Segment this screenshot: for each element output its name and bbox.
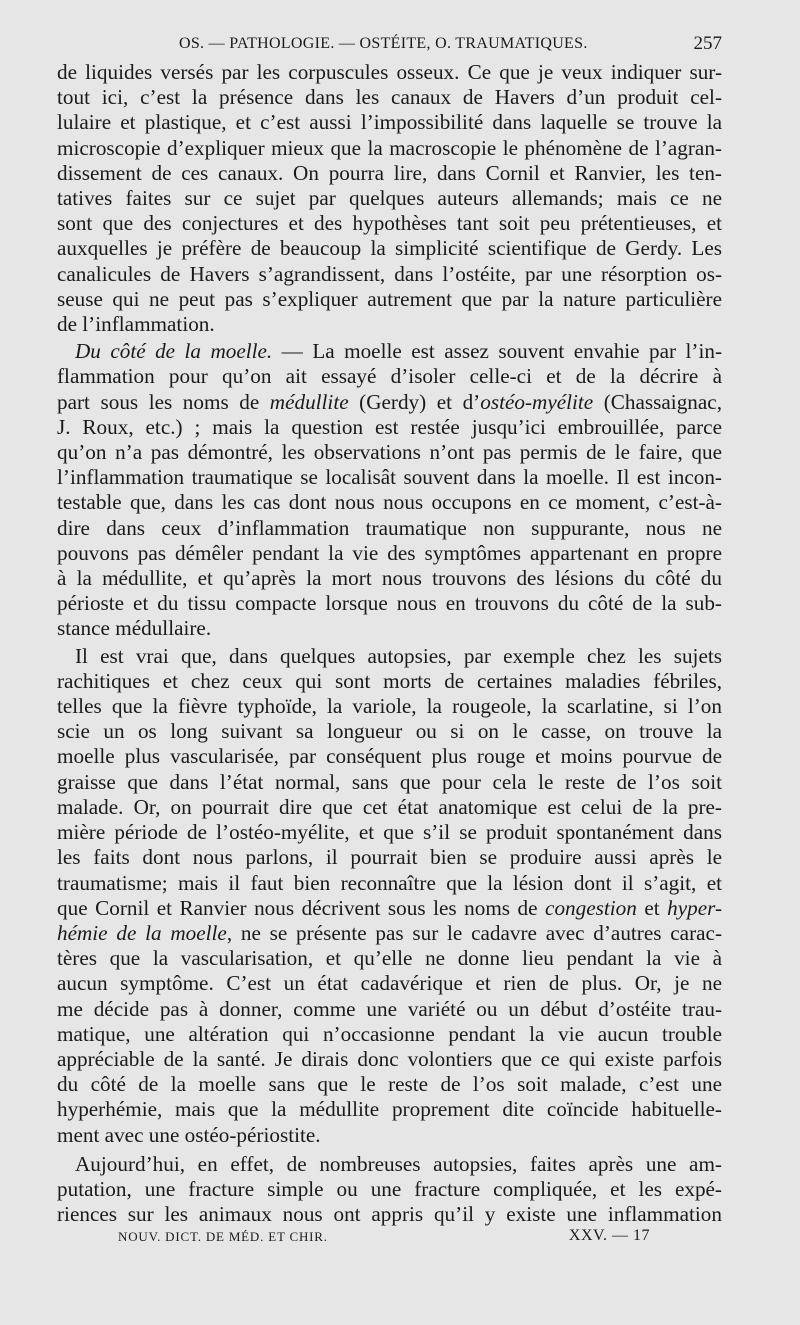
- text-line: auxquelles je préfère de beaucoup la simplicité scientifique de Gerdy. Les: [57, 236, 722, 261]
- text-line: ment avec une ostéo-périostite.: [57, 1122, 321, 1147]
- text-line: graisse que dans l’état normal, sans que pour cela le reste de l’os soit: [57, 769, 722, 794]
- text-line: lulaire et plastique, et c’est aussi l’impossibilité dans laquelle se trouve la: [57, 110, 722, 135]
- paragraph-1: [57, 60, 722, 337]
- paragraph-3: [57, 644, 722, 1148]
- text-line: Du côté de la moelle. — La moelle est assez souvent envahie par l’in-: [75, 339, 723, 364]
- text-line: stance médullaire.: [57, 616, 212, 641]
- text-line: aucun symptôme. C’est un état cadavérique et rien de plus. Or, je ne: [57, 971, 722, 996]
- text-line: dissement de ces canaux. On pourra lire, dans Cornil et Ranvier, les ten-: [57, 160, 722, 185]
- text-line: J. Roux, etc.) ; mais la question est restée jusqu’ici embrouillée, parce: [57, 414, 722, 439]
- text-line: traumatisme; mais il faut bien reconnaître que la lésion dont il s’agit, et: [57, 870, 722, 895]
- text-line: dire dans ceux d’inflammation traumatique non suppurante, nous ne: [57, 515, 722, 540]
- text-line: tatives faites sur ce sujet par quelques auteurs allemands; mais ce ne: [57, 186, 722, 211]
- text-line: de liquides versés par les corpuscules osseux. Ce que je veux indiquer sur-: [57, 60, 722, 84]
- text-line: canalicules de Havers s’agrandissent, dans l’ostéite, par une résorption os-: [57, 261, 722, 286]
- text-line: tères que la vascularisation, et qu’elle ne donne lieu pendant la vie à: [57, 946, 722, 971]
- text-line: l’inflammation traumatique se localisât souvent dans la moelle. Il est incon-: [57, 465, 722, 490]
- text-line: microscopie d’expliquer mieux que la macroscopie le phénomène de l’agran-: [57, 135, 722, 160]
- text-line: de l’inflammation.: [57, 312, 215, 337]
- text-line: les faits dont nous parlons, il pourrait bien se produire aussi après le: [57, 845, 722, 870]
- text-line: mière période de l’ostéo-myélite, et que s’il se produit spontanément dans: [57, 820, 722, 845]
- text-line: appréciable de la santé. Je dirais donc volontiers que ce qui existe parfois: [57, 1046, 722, 1071]
- text-line: part sous les noms de médullite (Gerdy) et d’ostéo-myélite (Chassaignac,: [57, 389, 722, 414]
- footer-publication: NOUV. DICT. DE MÉD. ET CHIR.: [118, 1229, 328, 1244]
- text-line: pouvons pas démêler pendant la vie des symptômes appartenant en propre: [57, 540, 722, 565]
- text-line: périoste et du tissu compacte lorsque nous en trouvons du côté de la sub-: [57, 591, 722, 616]
- text-line: Il est vrai que, dans quelques autopsies, par exemple chez les sujets: [75, 643, 722, 668]
- text-line: Aujourd’hui, en effet, de nombreuses autopsies, faites après une am-: [75, 1151, 722, 1176]
- text-line: tout ici, c’est la présence dans les canaux de Havers d’un produit cel-: [57, 85, 722, 110]
- text-line: malade. Or, on pourrait dire que cet état anatomique est celui de la pre-: [57, 794, 722, 819]
- text-line: matique, une altération qui n’occasionne pendant la vie aucun trouble: [57, 1021, 722, 1046]
- page-number: 257: [693, 33, 722, 54]
- text-line: qu’on n’a pas démontré, les observations n’ont pas permis de le faire, que: [57, 440, 722, 465]
- text-line: putation, une fracture simple ou une fracture compliquée, et les expé-: [57, 1176, 722, 1201]
- paragraph-4: [57, 1152, 722, 1228]
- text-line: me décide pas à donner, comme une variété ou un début d’ostéite trau-: [57, 996, 722, 1021]
- text-line: rachitiques et chez ceux qui sont morts de certaines maladies fébriles,: [57, 668, 722, 693]
- text-line: riences sur les animaux nous ont appris qu’il y existe une inflammation: [57, 1202, 722, 1227]
- text-line: sont que des conjectures et des hypothèses tant soit peu prétentieuses, et: [57, 211, 722, 236]
- text-line: telles que la fièvre typhoïde, la variole, la rougeole, la scarlatine, si l’on: [57, 694, 722, 719]
- text-line: du côté de la moelle sans que le reste de l’os soit malade, c’est une: [57, 1072, 722, 1097]
- text-line: testable que, dans les cas dont nous nous occupons en ce moment, c’est-à-: [57, 490, 722, 515]
- text-line: moelle plus vascularisée, par conséquent plus rouge et moins pourvue de: [57, 744, 722, 769]
- text-line: flammation pour qu’on ait essayé d’isoler celle-ci et de la décrire à: [57, 364, 722, 389]
- running-header: [57, 31, 722, 57]
- text-line: hémie de la moelle, ne se présente pas sur le cadavre avec d’autres carac-: [57, 920, 723, 945]
- body-text: [57, 60, 722, 1227]
- header-title: OS. — PATHOLOGIE. — OSTÉITE, O. TRAUMATIQUES.: [179, 35, 588, 52]
- footer-signature: XXV. — 17: [568, 1227, 650, 1244]
- text-line: scie un os long suivant sa longueur ou si on le casse, on trouve la: [57, 719, 722, 744]
- text-line: à la médullite, et qu’après la mort nous trouvons des lésions du côté du: [57, 566, 722, 591]
- text-line: que Cornil et Ranvier nous décrivent sous les noms de congestion et hyper-: [57, 895, 723, 920]
- text-line: seuse qui ne peut pas s’expliquer autrement que par la nature particulière: [57, 286, 722, 311]
- paragraph-2: [57, 339, 722, 641]
- text-line: hyperhémie, mais que la médullite proprement dite coïncide habituelle-: [57, 1097, 722, 1122]
